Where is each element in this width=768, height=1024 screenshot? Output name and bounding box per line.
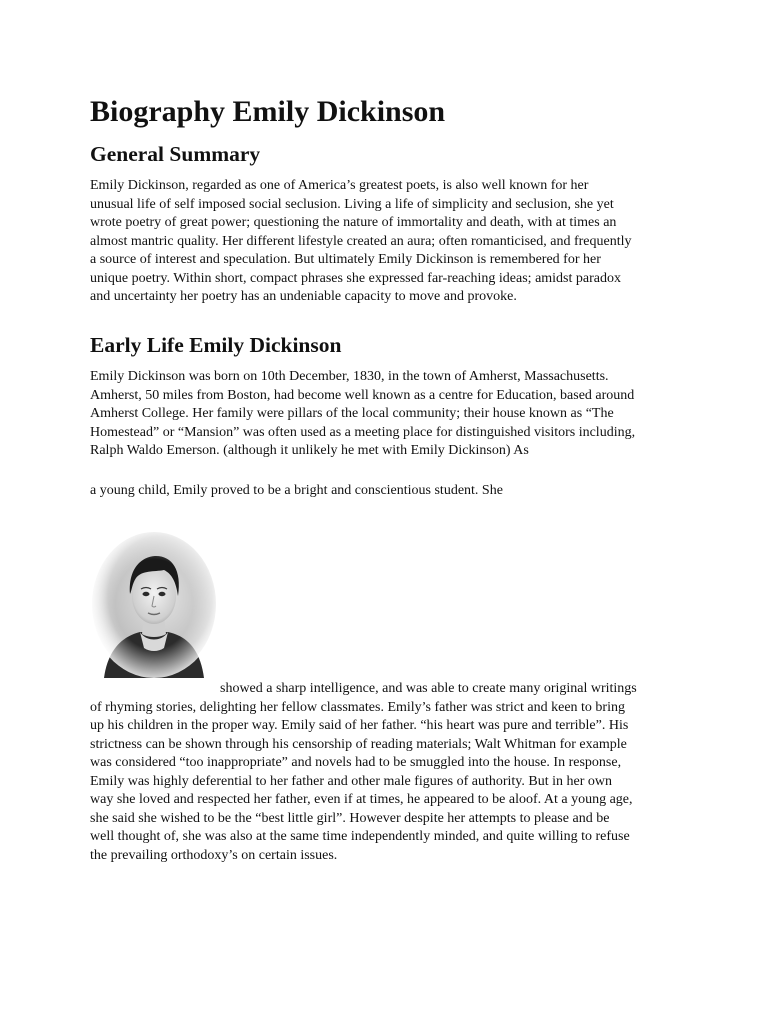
paragraph-line: strictness can be shown through his censorship of reading materials; Walt Whitman for example	[90, 736, 627, 752]
paragraph-line: unusual life of self imposed social seclusion. Living a life of simplicity and seclusion, she yet	[90, 196, 614, 212]
paragraph-line: the prevailing orthodoxy’s on certain issues.	[90, 847, 338, 863]
paragraph-line: well thought of, she was also at the same time independently minded, and quite willing to refuse	[90, 829, 630, 844]
paragraph-line: a young child, Emily proved to be a bright and conscientious student. She	[90, 483, 503, 498]
paragraph-line: and uncertainty her poetry has an undeniable capacity to move and provoke.	[90, 289, 517, 304]
document-title: Biography Emily Dickinson	[90, 95, 446, 128]
paragraph-line: Emily Dickinson, regarded as one of America’s greatest poets, is also well known for her	[90, 178, 589, 193]
paragraph-line: a source of interest and speculation. But ultimately Emily Dickinson is remembered for her	[90, 252, 601, 267]
paragraph-line: Emily Dickinson was born on 10th December, 1830, in the town of Amherst, Massachusetts.	[90, 369, 609, 384]
young-child-line	[90, 482, 690, 501]
paragraph-line: Amherst, 50 miles from Boston, had become well known as a centre for Education, based around	[90, 387, 635, 403]
paragraph-line: Homestead” or “Mansion” was often used as a meeting place for distinguished visitors including,	[90, 424, 636, 440]
portrait-image	[90, 530, 218, 678]
paragraph-line: of rhyming stories, delighting her fellow classmates. Emily’s father was strict and keen to bring	[90, 699, 625, 715]
paragraph-line: wrote poetry of great power; questioning the nature of immortality and death, with at times an	[90, 215, 617, 230]
paragraph-line: almost mantric quality. Her different lifestyle created an aura; often romanticised, and frequently	[90, 233, 632, 249]
early-life-paragraph	[90, 368, 690, 461]
portrait-icon	[90, 530, 218, 678]
section-heading-early-life: Early Life Emily Dickinson	[90, 333, 342, 357]
paragraph-line: Emily was highly deferential to her father and other male figures of authority. But in her own	[90, 773, 612, 789]
paragraph-line: she said she wished to be the “best little girl”. However despite her attempts to please and be	[90, 810, 610, 826]
intelligence-paragraph	[90, 680, 690, 865]
general-summary-paragraph	[90, 177, 690, 307]
paragraph-line: was considered “too inappropriate” and novels had to be smuggled into the house. In response,	[90, 755, 622, 770]
paragraph-line: Amherst College. Her family were pillars of the local community; their house known as “The	[90, 406, 614, 421]
paragraph-line: Ralph Waldo Emerson. (although it unlikely he met with Emily Dickinson) As	[90, 443, 529, 458]
paragraph-line: way she loved and respected her father, even if at times, he appeared to be aloof. At a young age,	[90, 792, 633, 807]
paragraph-line: unique poetry. Within short, compact phrases she expressed far-reaching ideas; amidst paradox	[90, 270, 621, 286]
section-heading-general-summary: General Summary	[90, 142, 261, 166]
paragraph-line: up his children in the proper way. Emily said of her father. “his heart was pure and terrible”. His	[90, 718, 629, 733]
paragraph-line: showed a sharp intelligence, and was able to create many original writings	[220, 681, 637, 696]
